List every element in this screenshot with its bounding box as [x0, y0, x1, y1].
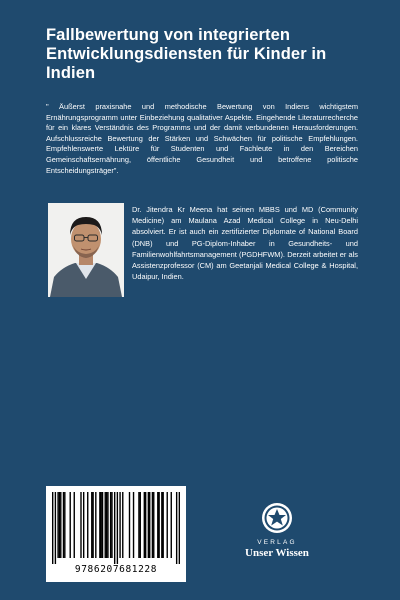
barcode-bars: [52, 492, 180, 564]
author-photo: [48, 203, 124, 297]
barcode-bar: [63, 492, 64, 558]
barcode-bar: [129, 492, 130, 558]
barcode-bar: [80, 492, 81, 558]
barcode-bar: [171, 492, 172, 558]
barcode-bar: [145, 492, 146, 558]
barcode-bar: [110, 492, 111, 558]
barcode-bar: [101, 492, 102, 558]
barcode-bar: [99, 492, 100, 558]
barcode-bar: [83, 492, 84, 558]
barcode-bar: [106, 492, 107, 558]
barcode-bar: [152, 492, 153, 558]
barcode-bar: [57, 492, 58, 558]
barcode-bar: [111, 492, 112, 558]
publisher-block: [232, 502, 322, 572]
barcode-bar: [167, 492, 168, 558]
barcode-bar: [64, 492, 65, 558]
publisher-name: Unser Wissen: [245, 547, 309, 559]
barcode-bar: [161, 492, 162, 558]
barcode-bar: [133, 492, 134, 558]
barcode-bar: [70, 492, 71, 558]
barcode-bar: [162, 492, 163, 558]
book-blurb: " Äußerst praxisnahe und methodische Bewertung von Indiens wichtigstem Ernährungsprogramm unter Einbeziehung qualitativer Aspekte. Eingehende Literaturrecherche für ein klares Verständnis des Programms und der damit verbundenen Herausforderungen. Aufschlussreiche Bewertung der Stärken und Schwächen für politische Empfehlungen. Empfehlenswerte Lektüre für Studenten und Fachleute in den Bereichen Gemeinschaftsernährung, öffentliche Gesundheit und betroffene politische Entscheidungsträger".: [46, 102, 358, 175]
barcode-bar: [52, 492, 53, 564]
barcode-bar: [122, 492, 123, 558]
barcode-bar: [144, 492, 145, 558]
isbn-barcode: [46, 486, 186, 582]
barcode-bar: [153, 492, 154, 558]
publisher-verlag-label: VERLAG: [257, 539, 297, 546]
barcode-bar: [176, 492, 177, 564]
barcode-bar: [92, 492, 93, 558]
barcode-bar: [149, 492, 150, 558]
barcode-bar: [148, 492, 149, 558]
barcode-bar: [114, 492, 115, 564]
book-title: Fallbewertung von integrierten Entwicklungsdiensten für Kinder in Indien: [46, 26, 327, 82]
barcode-bar: [95, 492, 96, 558]
barcode-bar: [157, 492, 158, 558]
barcode-bar: [55, 492, 56, 564]
barcode-bar: [74, 492, 75, 558]
barcode-bar: [119, 492, 120, 558]
publisher-seal-icon: [261, 502, 293, 534]
barcode-bar: [138, 492, 139, 558]
barcode-bar: [102, 492, 103, 558]
barcode-bar: [105, 492, 106, 558]
barcode-bar: [158, 492, 159, 558]
barcode-bar: [87, 492, 88, 558]
author-bio: Dr. Jitendra Kr Meena hat seinen MBBS und MD (Community Medicine) am Maulana Azad Medical College in Neu-Delhi absolviert. Er ist auch ein zertifizierter Diplomate of National Board (DNB) und PG-Diplom-Inhaber in Gesundheits- und Familienwohlfahrtsmanagement (PGDHFWM). Derzeit arbeitet er als Assistenzprofessor (CM) am Geetanjali Medical College & Hospital, Udaipur, Indien.: [132, 205, 358, 282]
barcode-bar: [60, 492, 61, 558]
author-portrait-icon: [48, 203, 124, 297]
barcode-bar: [140, 492, 141, 558]
barcode-bar: [59, 492, 60, 558]
barcode-bar: [107, 492, 108, 558]
barcode-bar: [179, 492, 180, 564]
isbn-number: 9786207681228: [74, 564, 158, 575]
barcode-bar: [117, 492, 118, 564]
barcode-bar: [91, 492, 92, 558]
